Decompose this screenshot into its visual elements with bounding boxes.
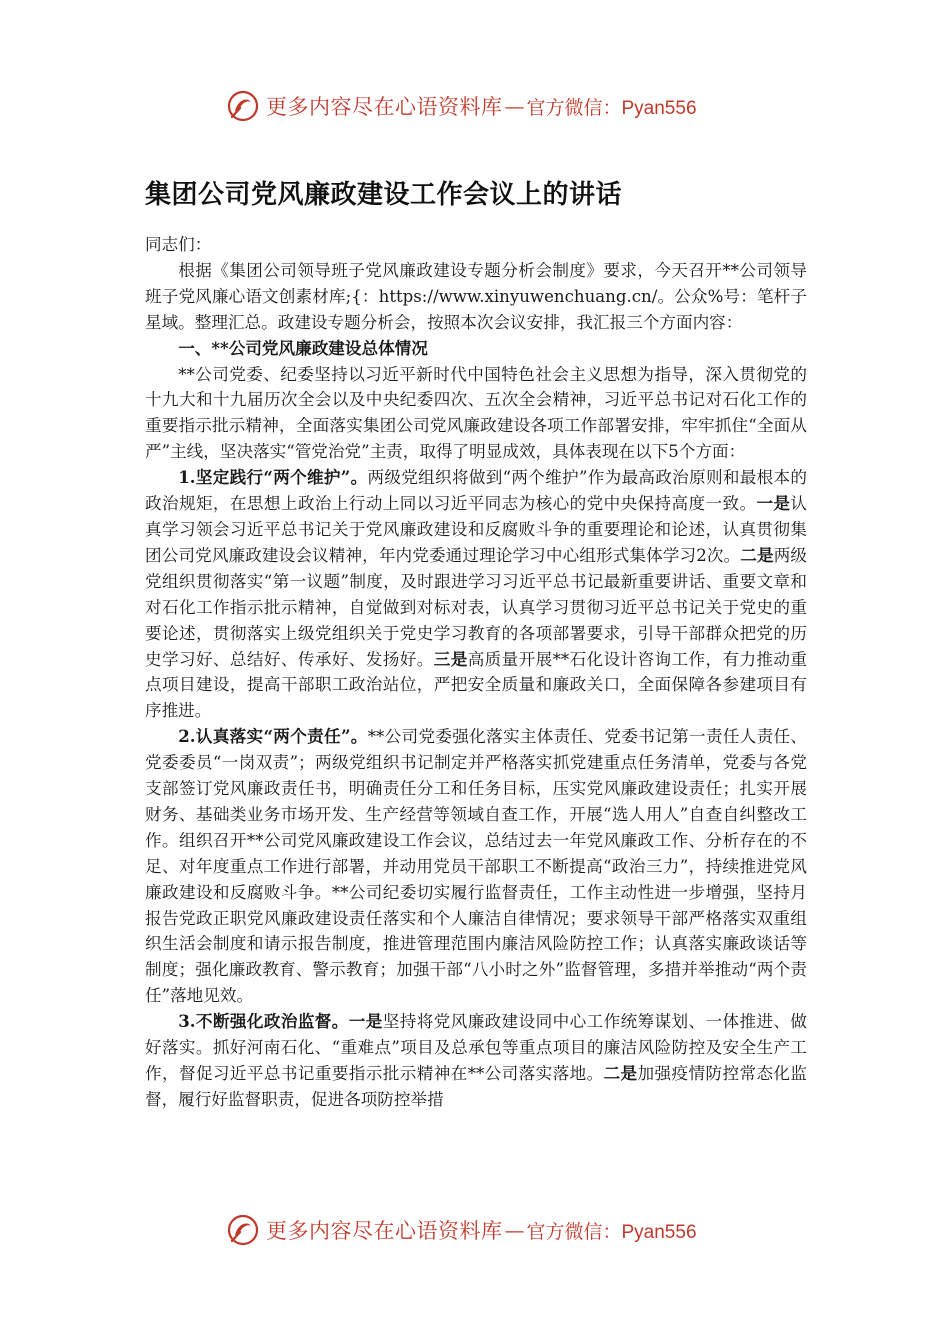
point-1-lead: 1.坚定践行“两个维护”。: [178, 467, 368, 488]
point-1-text-b: 认真学习领会习近平总书记关于党风廉政建设和反腐败斗争的重要理论和论述，认真贯彻集团公司党风廉政建设会议精神，年内党委通过理论学习中心组形式集体学习2次。: [145, 494, 807, 565]
banner-wechat: 官方微信：Pyan556: [526, 97, 697, 119]
banner-text: 更多内容尽在心语资料库: [266, 1219, 503, 1243]
page-title: 集团公司党风廉政建设工作会议上的讲话: [145, 180, 623, 210]
point-1-text-d: 高质量开展**石化设计咨询工作，有力推动重点项目建设，提高干部职工政治站位，严把安全质量和廉政关口，全面保障各参建项目有序推进。: [145, 649, 807, 721]
banner-wechat: 官方微信：Pyan556: [526, 1221, 697, 1243]
salutation: 同志们：: [145, 235, 212, 254]
intro-paragraph: 根据《集团公司领导班子党风廉政建设专题分析会制度》要求，今天召开**公司领导班子党风廉心语文创素材库;{：https://www.xinyuwenchuang.cn/。公众%号：笔杆子星域。整理汇总。政建设专题分析会，按照本次会议安排，我汇报三个方面内容：: [145, 260, 807, 332]
footer-watermark-banner: [226, 1208, 746, 1252]
banner-text: 更多内容尽在心语资料库: [266, 95, 503, 119]
banner-separator: —: [504, 94, 525, 118]
point-1-text-c: 两级党组织贯彻落实“第一议题”制度，及时跟进学习习近平总书记最新重要讲话、重要文章和对石化工作指示批示精神，自觉做到对标对表，认真学习贯彻习近平总书记关于党史的重要论述，贯彻落实上级党组织关于党史学习教育的各项部署要求，引导干部群众把党的历史学习好、总结好、传承好、发扬好。: [145, 545, 808, 669]
section-1-body: **公司党委、纪委坚持以习近平新时代中国特色社会主义思想为指导，深入贯彻党的十九大和十九届历次全会以及中央纪委四次、五次全会精神，习近平总书记对石化工作的重要指示批示精神，全面落实集团公司党风廉政建设各项工作部署安排，牢牢抓住“全面从严”主线，坚决落实“管党治党”主责，取得了明显成效，具体表现在以下5个方面：: [145, 364, 807, 462]
point-3-keyword-2: 二是: [603, 1063, 638, 1083]
banner-separator: —: [504, 1218, 525, 1242]
point-1-text-a: 两级党组织将做到“两个维护”作为最高政治原则和最根本的政治规矩，在思想上政治上行动上同以习近平同志为核心的党中央保持高度一致。: [145, 468, 807, 514]
red-swirl-logo-icon: [226, 1213, 260, 1247]
point-1-keyword-3: 三是: [433, 648, 468, 669]
point-3-text-a: 坚持将党风廉政建设同中心工作统筹谋划、一体推进、做好落实。抓好河南石化、“重难点”项目及总承包等重点项目的廉洁风险防控及安全生产工作，督促习近平总书记重要指示批示精神在**公司落实落地。: [145, 1012, 808, 1083]
point-3-text-b: 加强疫情防控常态化监督，履行好监督职责，促进各项防控举措: [145, 1064, 807, 1109]
point-3-paragraph: [145, 1009, 807, 1113]
point-2-text: **公司党委强化落实主体责任、党委书记第一责任人责任、党委委员“一岗双责”；两级党组织书记制定并严格落实抓党建重点任务清单，党委与各党支部签订党风廉政责任书，明确责任分工和任务目标，压实党风廉政建设责任；扎实开展财务、基础类业务市场开发、生产经营等领域自查工作，开展“选人用人”自查自纠整改工作。组织召开**公司党风廉政建设工作会议，总结过去一年党风廉政工作、分析存在的不足、对年度重点工作进行部署，并动用党员干部职工不断提高“政治三力”，持续推进党风廉政建设和反腐败斗争。**公司纪委切实履行监督责任，工作主动性进一步增强，坚持月报告党政正职党风廉政建设责任落实和个人廉洁自律情况；要求领导干部严格落实双重组织生活会制度和请示报告制度，推进管理范围内廉洁风险防控工作；认真落实廉政谈话等制度；强化廉政教育、警示教育；加强干部“八小时之外”监督管理，多措并举推动“两个责任”落地见效。: [145, 727, 807, 1006]
point-2-paragraph: [145, 724, 807, 1009]
point-1-keyword-2: 二是: [740, 544, 774, 565]
point-1-paragraph: [145, 465, 807, 724]
point-3-lead: 3.不断强化政治监督。: [178, 1011, 349, 1032]
section-1-heading: 一、**公司党风廉政建设总体情况: [178, 337, 428, 358]
red-swirl-logo-icon: [226, 89, 260, 123]
document-body: [145, 232, 807, 1113]
point-3-keyword-1: 一是: [348, 1011, 383, 1032]
point-2-lead: 2.认真落实“两个责任”。: [178, 726, 368, 747]
header-watermark-banner: [226, 84, 746, 128]
point-1-keyword-1: 一是: [756, 493, 791, 514]
